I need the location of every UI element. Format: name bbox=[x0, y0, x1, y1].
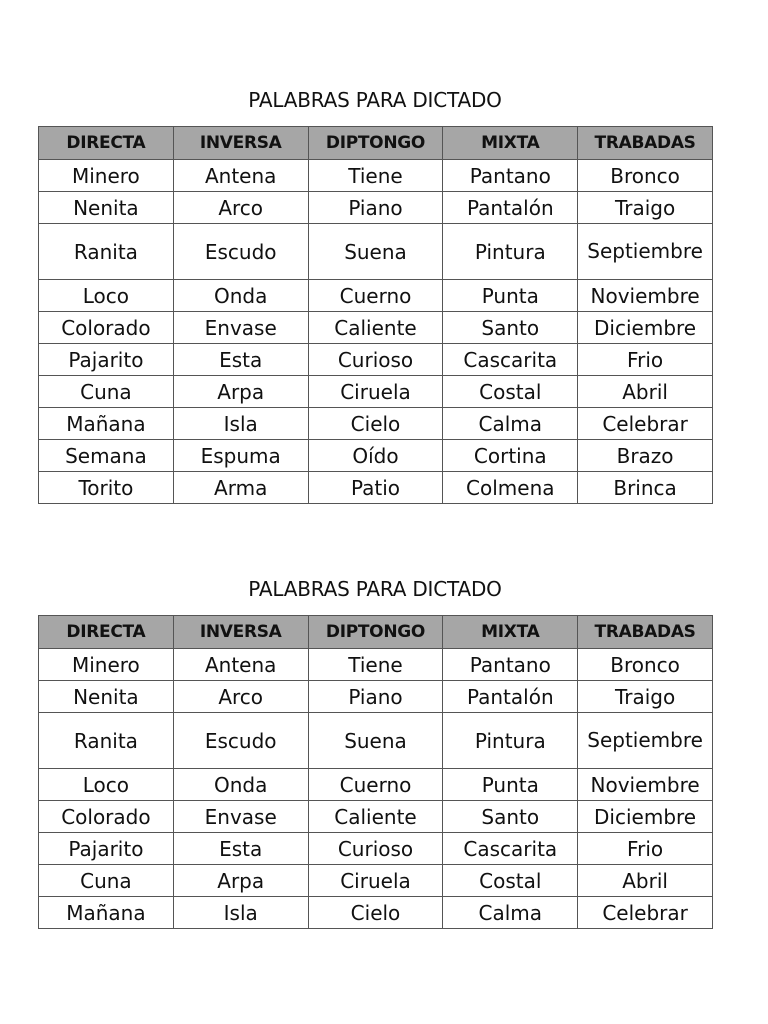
table-cell: Suena bbox=[308, 224, 443, 280]
table-cell: Arpa bbox=[173, 376, 308, 408]
column-header: DIRECTA bbox=[39, 616, 174, 649]
header-row bbox=[39, 616, 713, 649]
table-cell: Caliente bbox=[308, 312, 443, 344]
table-cell: Bronco bbox=[578, 160, 713, 192]
table-cell: Escudo bbox=[173, 713, 308, 769]
table-row bbox=[39, 440, 713, 472]
table-cell: Antena bbox=[173, 649, 308, 681]
table-row bbox=[39, 801, 713, 833]
table-cell: Cuerno bbox=[308, 280, 443, 312]
table-row bbox=[39, 224, 713, 280]
table-cell: Punta bbox=[443, 769, 578, 801]
table-cell: Colorado bbox=[39, 801, 174, 833]
words-table bbox=[38, 615, 713, 929]
table-cell: Costal bbox=[443, 376, 578, 408]
table-cell: Semana bbox=[39, 440, 174, 472]
table-cell: Esta bbox=[173, 833, 308, 865]
table-cell: Pajarito bbox=[39, 344, 174, 376]
table-cell: Traigo bbox=[578, 681, 713, 713]
column-header: INVERSA bbox=[173, 127, 308, 160]
table-cell: Celebrar bbox=[578, 897, 713, 929]
table-cell: Isla bbox=[173, 408, 308, 440]
table-cell: Tiene bbox=[308, 649, 443, 681]
table-cell: Ciruela bbox=[308, 376, 443, 408]
table-cell: Piano bbox=[308, 681, 443, 713]
table-cell: Arco bbox=[173, 192, 308, 224]
table-cell: Ranita bbox=[39, 224, 174, 280]
header-row bbox=[39, 127, 713, 160]
table-cell: Cortina bbox=[443, 440, 578, 472]
table-cell: Onda bbox=[173, 280, 308, 312]
table-cell: Nenita bbox=[39, 192, 174, 224]
table-cell: Pantano bbox=[443, 649, 578, 681]
table-cell: Curioso bbox=[308, 344, 443, 376]
table-row bbox=[39, 160, 713, 192]
column-header: DIPTONGO bbox=[308, 127, 443, 160]
table-cell: Noviembre bbox=[578, 280, 713, 312]
column-header: TRABADAS bbox=[578, 127, 713, 160]
dictation-section-1 bbox=[38, 86, 712, 504]
table-cell: Abril bbox=[578, 376, 713, 408]
table-cell: Colorado bbox=[39, 312, 174, 344]
section-title: PALABRAS PARA DICTADO bbox=[248, 577, 502, 601]
table-cell: Escudo bbox=[173, 224, 308, 280]
table-row bbox=[39, 312, 713, 344]
table-cell: Cielo bbox=[308, 408, 443, 440]
table-row bbox=[39, 472, 713, 504]
dictation-section-2 bbox=[38, 575, 712, 929]
table-cell: Cielo bbox=[308, 897, 443, 929]
table-cell: Septiembre bbox=[578, 713, 713, 769]
column-header: TRABADAS bbox=[578, 616, 713, 649]
column-header: DIPTONGO bbox=[308, 616, 443, 649]
table-cell: Envase bbox=[173, 312, 308, 344]
table-cell: Mañana bbox=[39, 408, 174, 440]
words-table bbox=[38, 126, 713, 504]
table-cell: Pintura bbox=[443, 224, 578, 280]
table-row bbox=[39, 280, 713, 312]
table-cell: Brinca bbox=[578, 472, 713, 504]
table-cell: Piano bbox=[308, 192, 443, 224]
table-row bbox=[39, 408, 713, 440]
table-cell: Noviembre bbox=[578, 769, 713, 801]
table-cell: Caliente bbox=[308, 801, 443, 833]
table-cell: Pajarito bbox=[39, 833, 174, 865]
table-cell: Espuma bbox=[173, 440, 308, 472]
table-cell: Onda bbox=[173, 769, 308, 801]
section-title: PALABRAS PARA DICTADO bbox=[248, 88, 502, 112]
table-cell: Ranita bbox=[39, 713, 174, 769]
table-cell: Cuerno bbox=[308, 769, 443, 801]
table-cell: Ciruela bbox=[308, 865, 443, 897]
table-cell: Colmena bbox=[443, 472, 578, 504]
table-cell: Traigo bbox=[578, 192, 713, 224]
table-cell: Mañana bbox=[39, 897, 174, 929]
table-cell: Nenita bbox=[39, 681, 174, 713]
table-cell: Cascarita bbox=[443, 344, 578, 376]
column-header: MIXTA bbox=[443, 616, 578, 649]
table-cell: Tiene bbox=[308, 160, 443, 192]
table-row bbox=[39, 833, 713, 865]
table-cell: Frio bbox=[578, 344, 713, 376]
table-cell: Diciembre bbox=[578, 312, 713, 344]
table-cell: Cascarita bbox=[443, 833, 578, 865]
table-cell: Costal bbox=[443, 865, 578, 897]
table-row bbox=[39, 897, 713, 929]
table-row bbox=[39, 681, 713, 713]
table-cell: Cuna bbox=[39, 376, 174, 408]
table-cell: Antena bbox=[173, 160, 308, 192]
table-cell: Pintura bbox=[443, 713, 578, 769]
table-row bbox=[39, 713, 713, 769]
table-cell: Minero bbox=[39, 160, 174, 192]
table-cell: Abril bbox=[578, 865, 713, 897]
table-cell: Torito bbox=[39, 472, 174, 504]
table-cell: Loco bbox=[39, 280, 174, 312]
table-cell: Calma bbox=[443, 897, 578, 929]
table-cell: Celebrar bbox=[578, 408, 713, 440]
column-header: INVERSA bbox=[173, 616, 308, 649]
table-cell: Oído bbox=[308, 440, 443, 472]
table-cell: Patio bbox=[308, 472, 443, 504]
table-row bbox=[39, 376, 713, 408]
table-cell: Loco bbox=[39, 769, 174, 801]
table-row bbox=[39, 865, 713, 897]
table-cell: Esta bbox=[173, 344, 308, 376]
table-cell: Minero bbox=[39, 649, 174, 681]
table-cell: Pantalón bbox=[443, 192, 578, 224]
table-cell: Cuna bbox=[39, 865, 174, 897]
table-cell: Santo bbox=[443, 801, 578, 833]
table-cell: Santo bbox=[443, 312, 578, 344]
table-cell: Arco bbox=[173, 681, 308, 713]
table-row bbox=[39, 649, 713, 681]
table-cell: Arma bbox=[173, 472, 308, 504]
table-cell: Arpa bbox=[173, 865, 308, 897]
table-cell: Frio bbox=[578, 833, 713, 865]
table-cell: Isla bbox=[173, 897, 308, 929]
table-row bbox=[39, 769, 713, 801]
table-cell: Bronco bbox=[578, 649, 713, 681]
table-cell: Suena bbox=[308, 713, 443, 769]
table-cell: Envase bbox=[173, 801, 308, 833]
column-header: MIXTA bbox=[443, 127, 578, 160]
table-cell: Pantalón bbox=[443, 681, 578, 713]
table-cell: Calma bbox=[443, 408, 578, 440]
table-cell: Diciembre bbox=[578, 801, 713, 833]
table-cell: Septiembre bbox=[578, 224, 713, 280]
table-cell: Brazo bbox=[578, 440, 713, 472]
table-cell: Curioso bbox=[308, 833, 443, 865]
table-cell: Punta bbox=[443, 280, 578, 312]
column-header: DIRECTA bbox=[39, 127, 174, 160]
table-cell: Pantano bbox=[443, 160, 578, 192]
table-row bbox=[39, 192, 713, 224]
table-row bbox=[39, 344, 713, 376]
